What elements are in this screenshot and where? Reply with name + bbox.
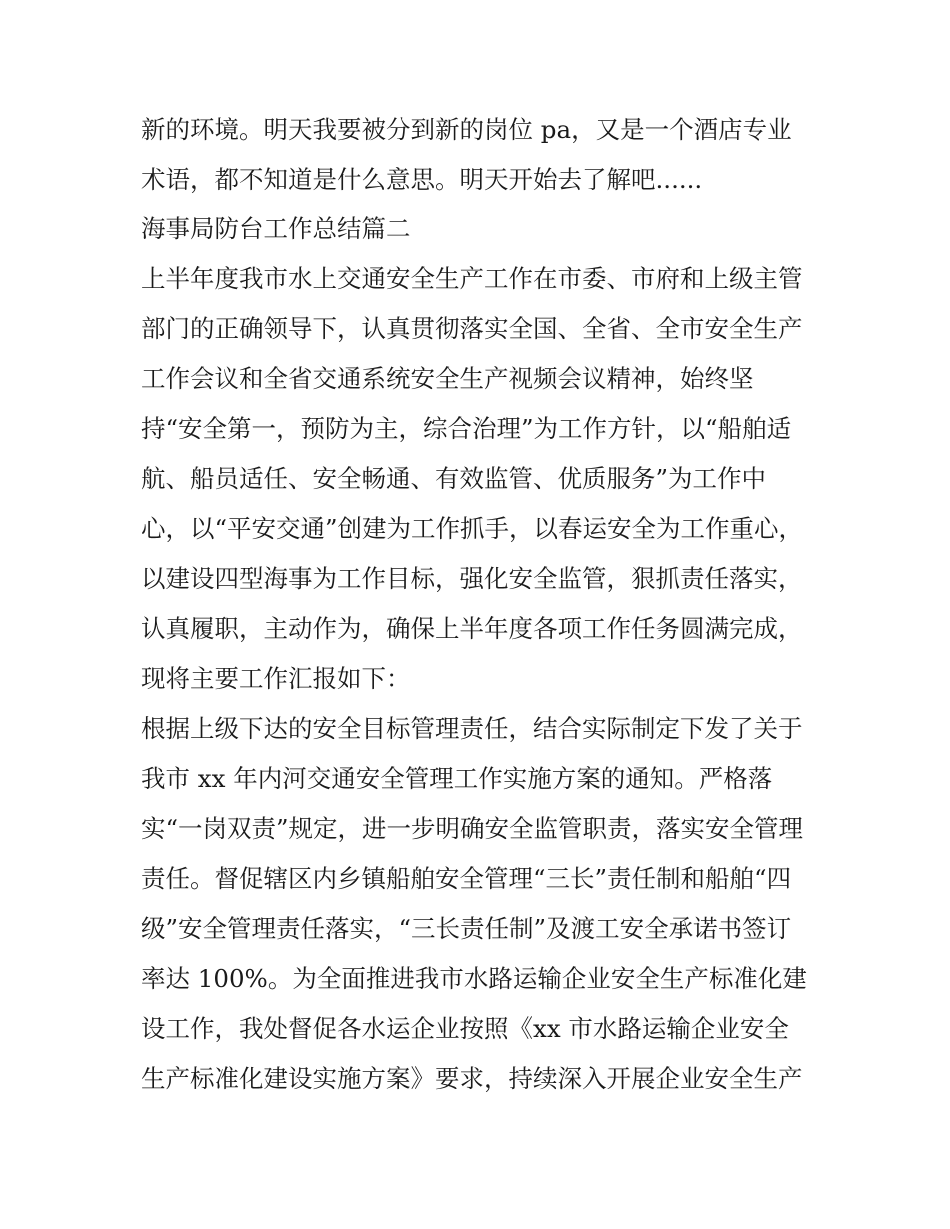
text-line: 级”安全管理责任落实，“三长责任制”及渡工安全承诺书签订	[141, 914, 792, 943]
text-line: 生产标准化建设实施方案》要求，持续深入开展企业安全生产	[141, 1064, 803, 1093]
section-heading: 海事局防台工作总结篇二	[141, 214, 411, 243]
text-line: 上半年度我市水上交通安全生产工作在市委、市府和上级主管	[141, 264, 803, 293]
text-line: 心，以“平安交通”创建为工作抓手，以春运安全为工作重心，	[141, 514, 804, 543]
text-line: 我市 xx 年内河交通安全管理工作实施方案的通知。严格落	[141, 764, 773, 793]
text-line: 航、船员适任、安全畅通、有效监管、优质服务”为工作中	[141, 464, 767, 493]
text-line: 率达 100%。为全面推进我市水路运输企业安全生产标准化建	[141, 964, 807, 993]
text-line: 实“一岗双责”规定，进一步明确安全监管职责，落实安全管理	[141, 814, 804, 843]
text-line: 新的环境。明天我要被分到新的岗位 pa，又是一个酒店专业	[141, 115, 792, 144]
text-line: 设工作，我处督促各水运企业按照《xx 市水路运输企业安全	[141, 1014, 789, 1043]
text-line: 术语，都不知道是什么意思。明天开始去了解吧......	[141, 165, 703, 194]
text-line: 现将主要工作汇报如下：	[141, 664, 411, 693]
text-line: 以建设四型海事为工作目标，强化安全监管，狠抓责任落实，	[141, 564, 803, 593]
text-line: 认真履职，主动作为，确保上半年度各项工作任务圆满完成，	[141, 614, 803, 643]
text-line: 责任。督促辖区内乡镇船舶安全管理“三长”责任制和船舶“四	[141, 864, 792, 893]
text-line: 持“安全第一，预防为主，综合治理”为工作方针，以“船舶适	[141, 414, 792, 443]
text-line: 部门的正确领导下，认真贯彻落实全国、全省、全市安全生产	[141, 314, 803, 343]
text-line: 工作会议和全省交通系统安全生产视频会议精神，始终坚	[141, 364, 754, 393]
text-line: 根据上级下达的安全目标管理责任，结合实际制定下发了关于	[141, 714, 803, 743]
